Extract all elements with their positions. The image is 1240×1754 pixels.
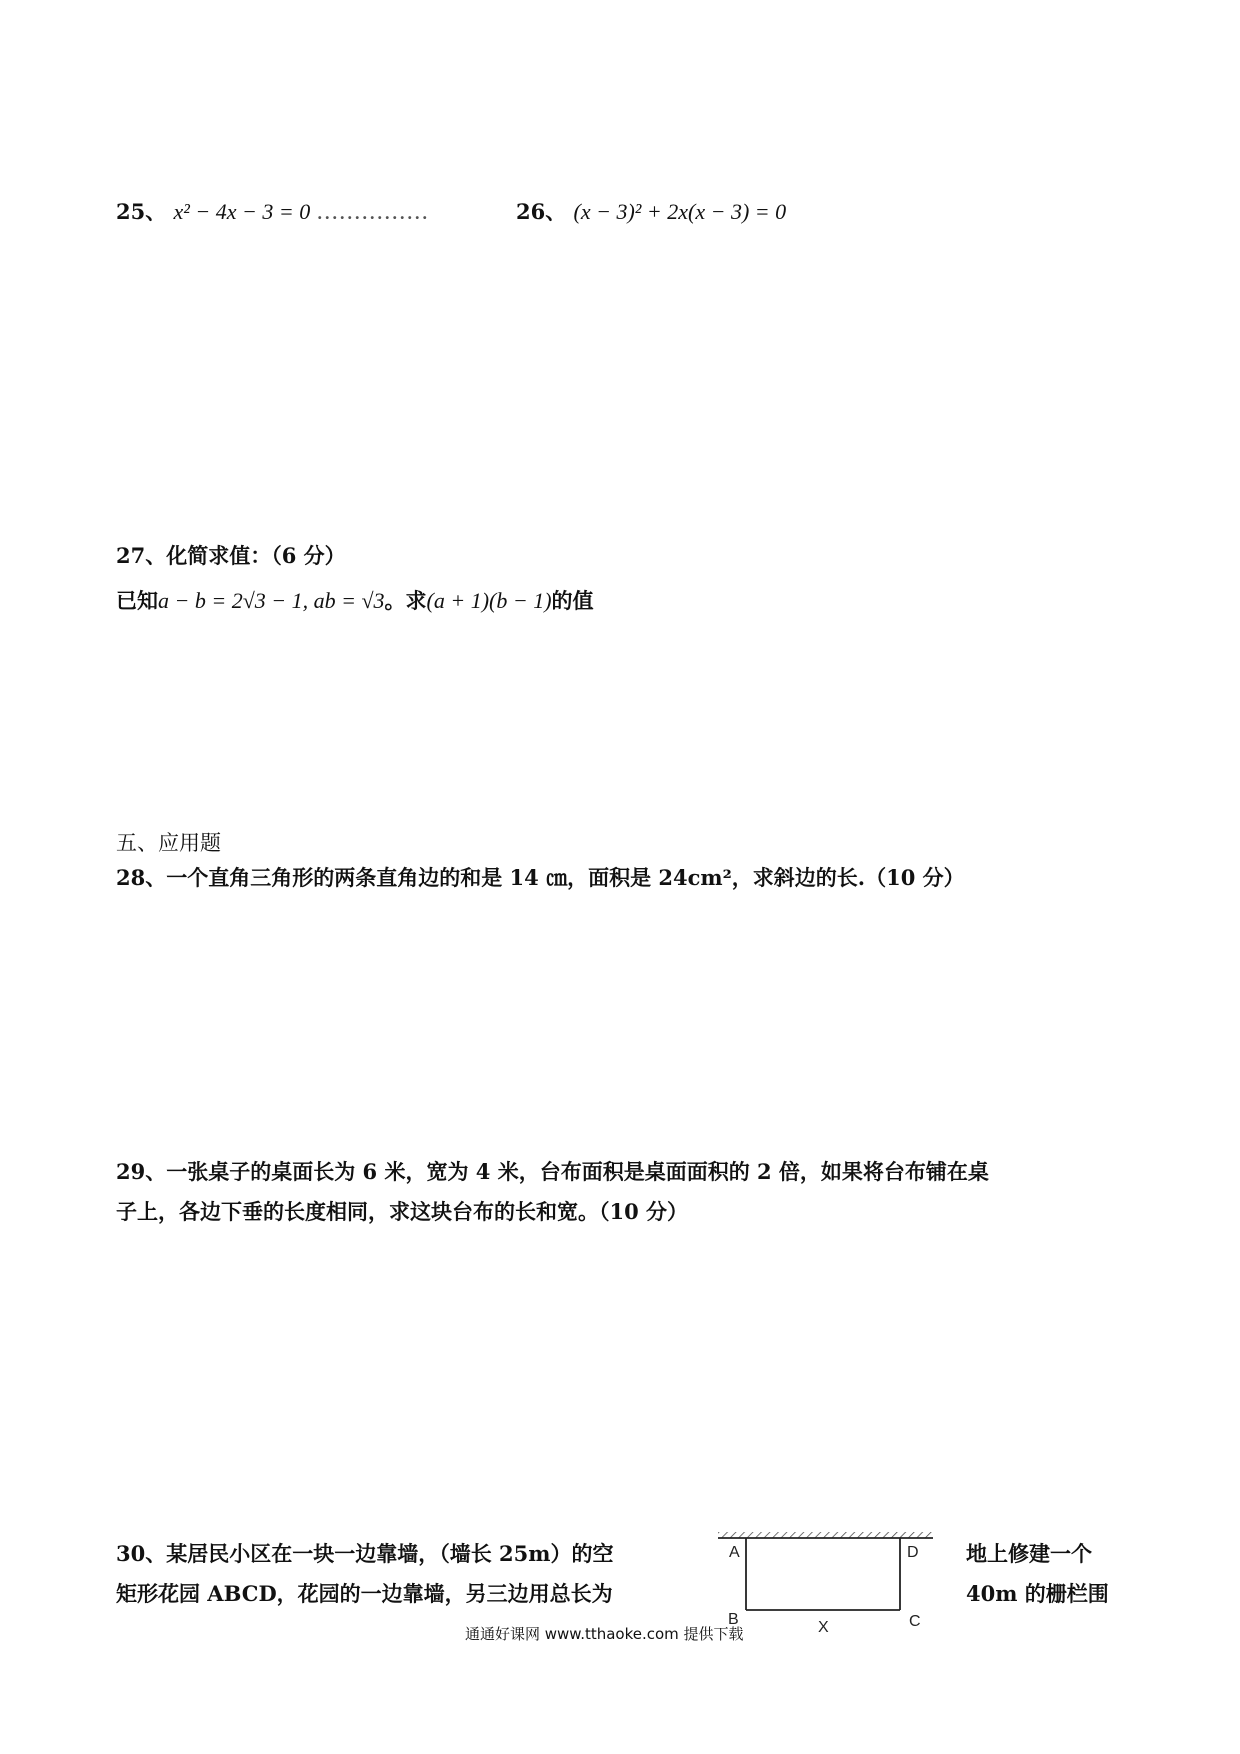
question-30-left-line-1: 30、某居民小区在一块一边靠墙，（墙长 25m）的空 [116,1541,614,1566]
question-26 [516,196,786,226]
question-27-target: (a + 1)(b − 1) [426,588,552,613]
vertex-label-c: C [909,1613,921,1630]
question-25-leader-dots: ............... [317,203,431,223]
question-29-line-1: 29、一张桌子的桌面长为 6 米，宽为 4 米，台布面积是桌面面积的 2 倍，如果将台布铺在桌 [116,1159,989,1184]
wall-hatching [718,1532,933,1538]
vertex-label-b: B [728,1611,739,1628]
vertex-label-d: D [907,1544,919,1561]
question-30-right-line-1: 地上修建一个 [966,1541,1092,1566]
side-label-x: X [818,1619,829,1636]
question-25-number: 25、 [116,199,167,224]
question-27-title: 27、化简求值：（6 分） [116,543,346,568]
question-27-mid: 。求 [384,588,427,613]
vertex-label-a: A [729,1544,740,1561]
question-30-left-line-2: 矩形花园 ABCD，花园的一边靠墙，另三边用总长为 [116,1581,613,1606]
question-25 [116,196,430,226]
question-26-equation: (x − 3)² + 2x(x − 3) = 0 [573,199,787,224]
question-27-prefix: 已知 [116,588,158,613]
question-28: 28、一个直角三角形的两条直角边的和是 14 ㎝，面积是 24cm²，求斜边的长.（10 分） [116,865,965,890]
question-30-right-line-2: 40m 的栅栏围 [966,1581,1109,1606]
question-27-given: a − b = 2√3 − 1, ab = √3 [158,588,385,613]
question-29-line-2: 子上，各边下垂的长度相同，求这块台布的长和宽。（10 分） [116,1199,689,1224]
section-title: 五、应用题 [116,831,221,855]
question-27-body [116,585,594,615]
question-26-number: 26、 [516,199,567,224]
page-footer: 通通好课网 www.tthaoke.com 提供下载 [465,1625,744,1643]
question-25-equation: x² − 4x − 3 = 0 [173,199,311,224]
question-27-suffix: 的值 [551,588,594,613]
